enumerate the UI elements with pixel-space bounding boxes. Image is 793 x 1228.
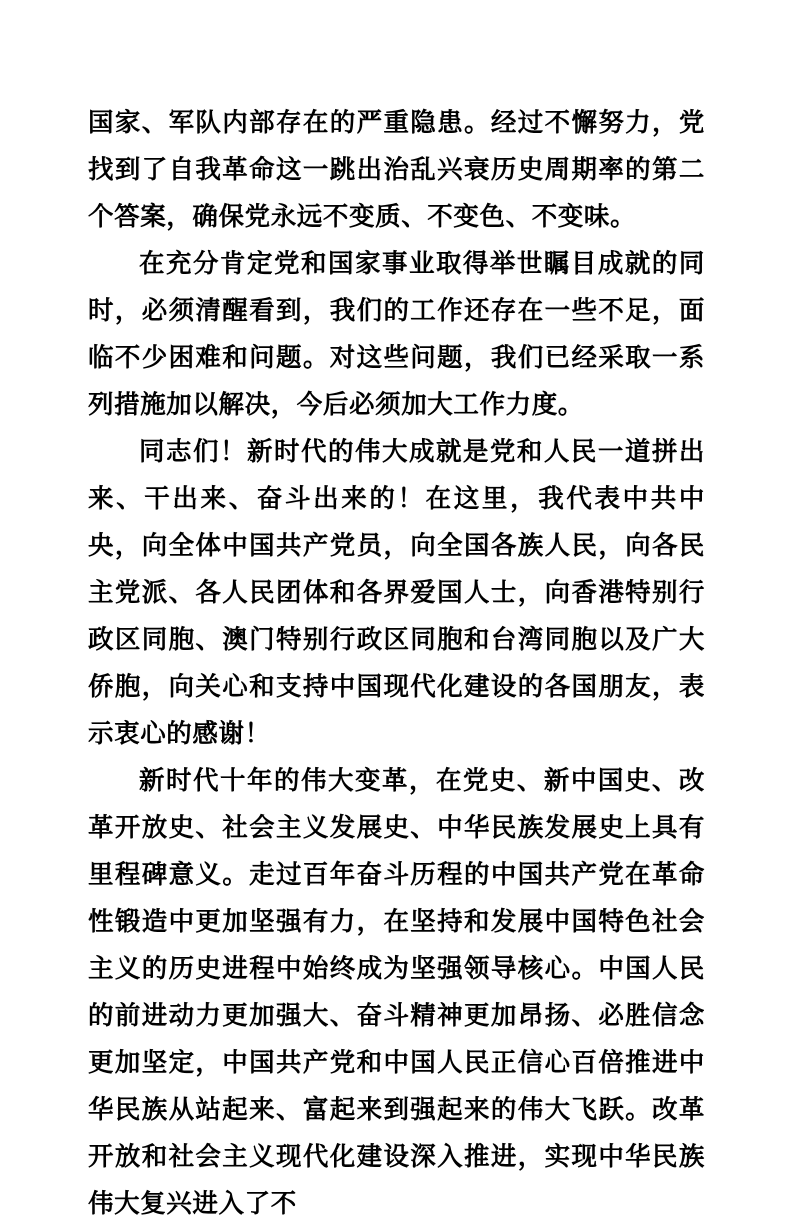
paragraph-1: 国家、军队内部存在的严重隐患。经过不懈努力，党找到了自我革命这一跳出治乱兴衰历史周期率的第二个答案，确保党永远不变质、不变色、不变味。 [88, 108, 705, 232]
paragraph-2: 在充分肯定党和国家事业取得举世瞩目成就的同时，必须清醒看到，我们的工作还存在一些不足，面临不少困难和问题。对这些问题，我们已经采取一系列措施加以解决，今后必须加大工作力度。 [88, 249, 705, 420]
document-body [88, 100, 705, 1228]
paragraph-3: 同志们！新时代的伟大成就是党和人民一道拼出来、干出来、奋斗出来的！在这里，我代表中共中央，向全体中国共产党员，向全国各族人民，向各民主党派、各人民团体和各界爱国人士，向香港特别行政区同胞、澳门特别行政区同胞和台湾同胞以及广大侨胞，向关心和支持中国现代化建设的各国朋友，表示衷心的感谢！ [88, 437, 705, 749]
paragraph-4: 新时代十年的伟大变革，在党史、新中国史、改革开放史、社会主义发展史、中华民族发展史上具有里程碑意义。走过百年奋斗历程的中国共产党在革命性锻造中更加坚强有力，在坚持和发展中国特色社会主义的历史进程中始终成为坚强领导核心。中国人民的前进动力更加强大、奋斗精神更加昂扬、必胜信念更加坚定，中国共产党和中国人民正信心百倍推进中华民族从站起来、富起来到强起来的伟大飞跃。改革开放和社会主义现代化建设深入推进，实现中华民族伟大复兴进入了不 [88, 766, 705, 1219]
